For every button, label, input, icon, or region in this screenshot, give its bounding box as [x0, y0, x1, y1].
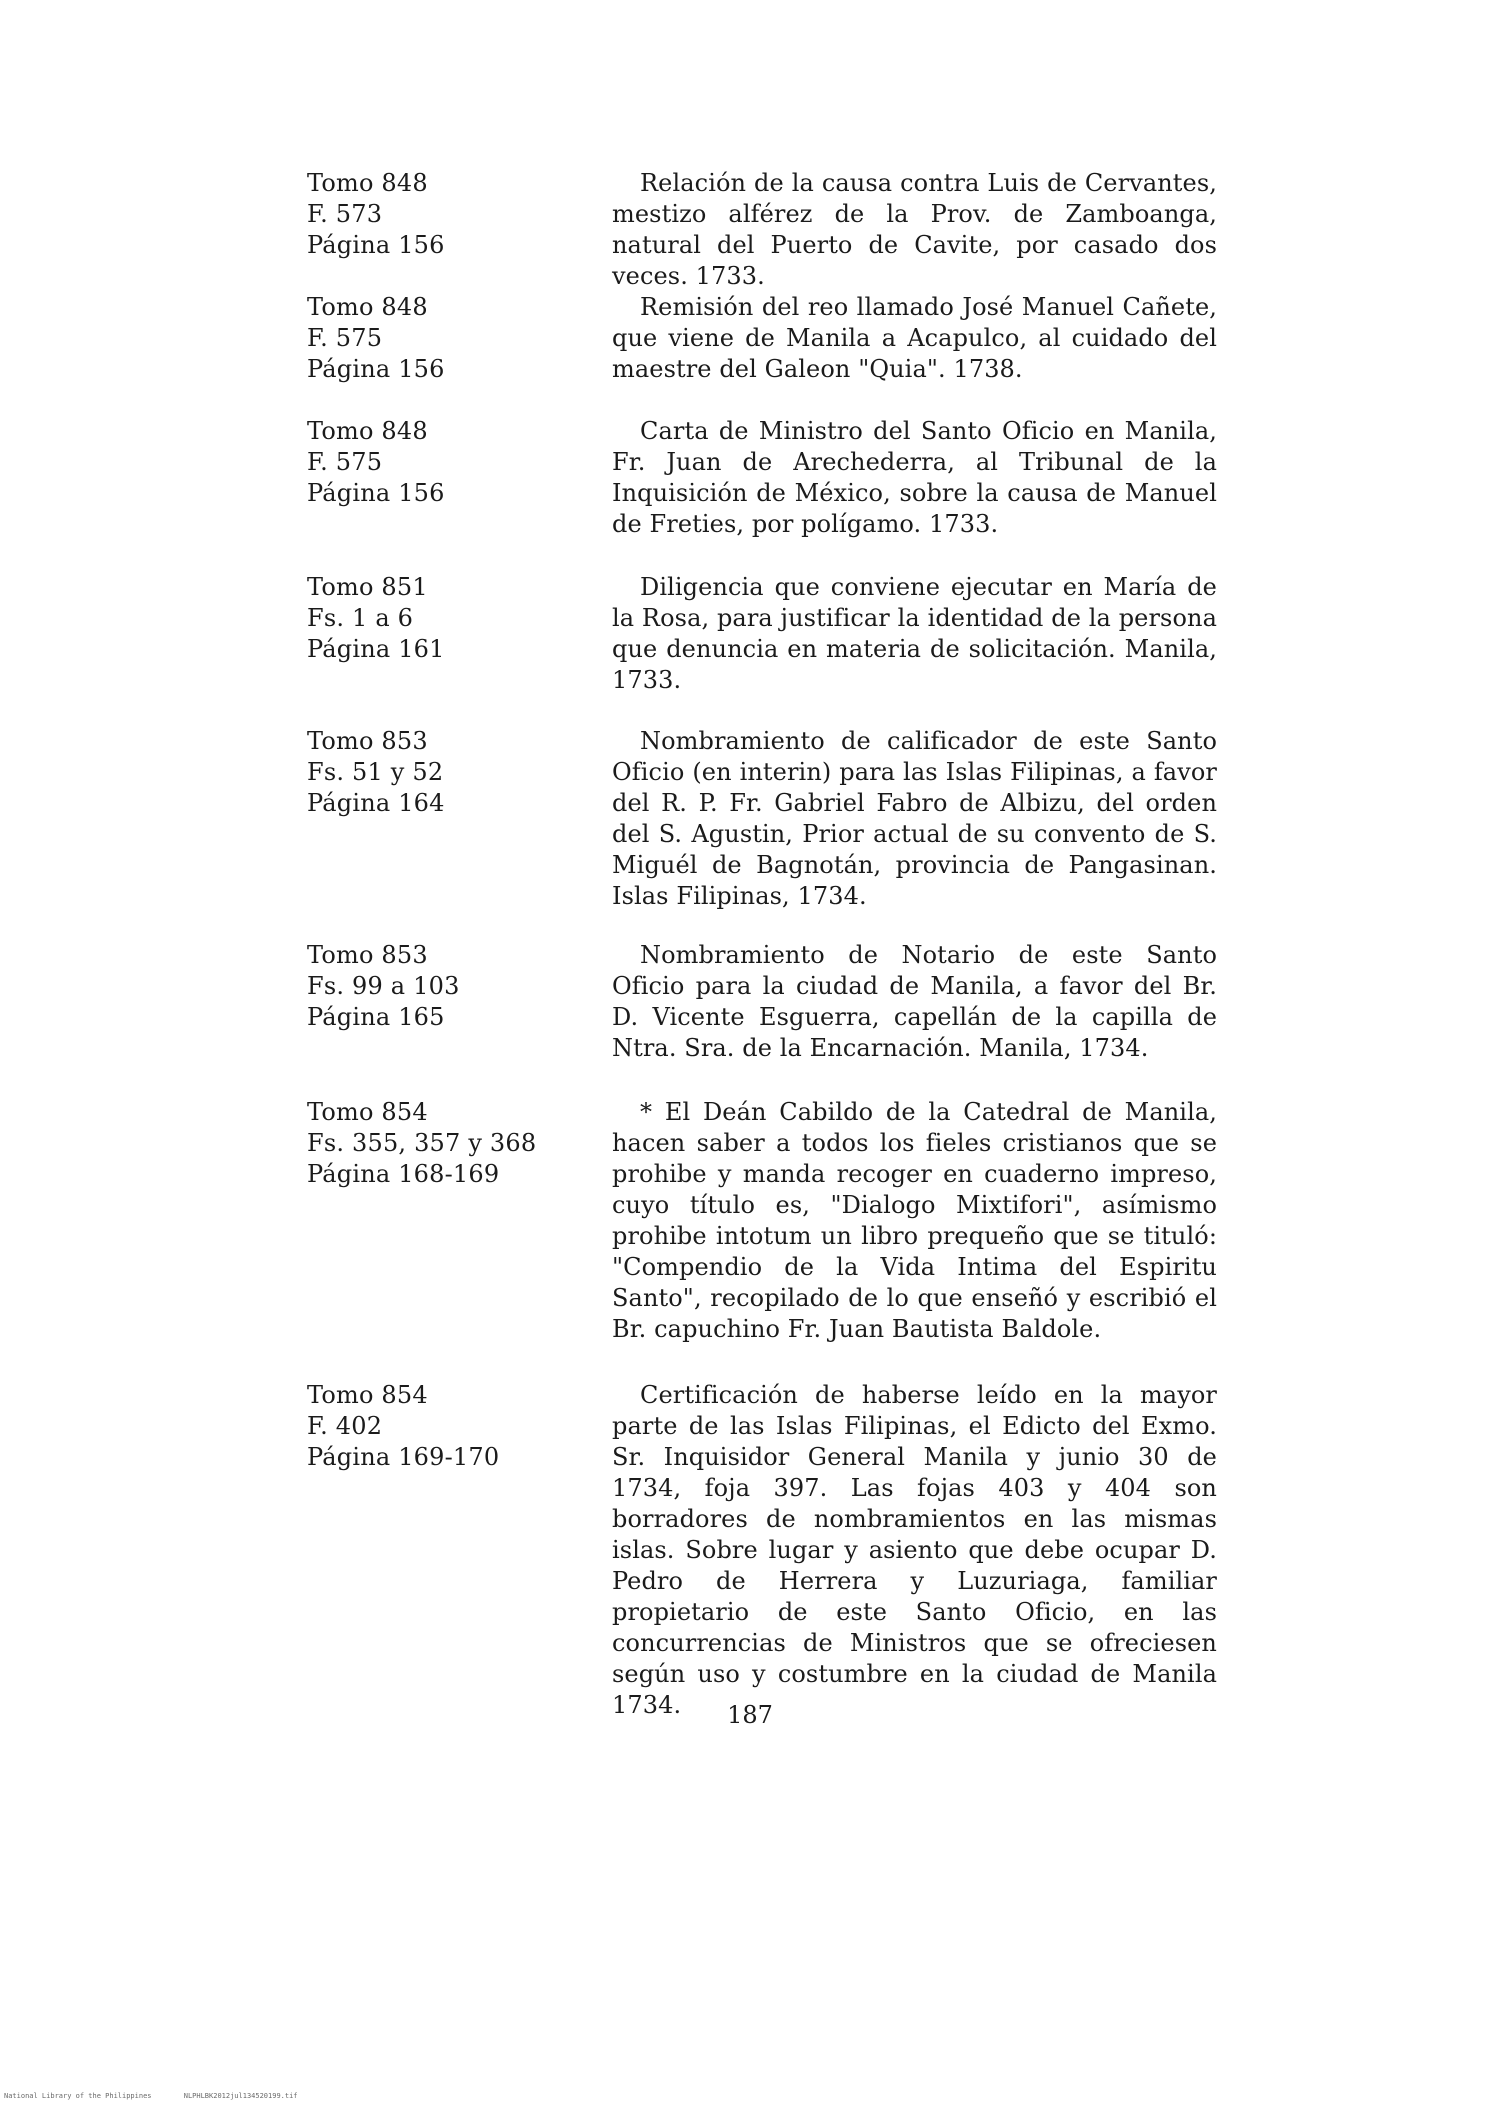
entry-description: Relación de la causa contra Luis de Cervantes, mestizo alférez de la Prov. de Zamboanga, natural del Puerto de Cavite, por casado dos veces. 1733.: [612, 169, 1217, 290]
entry-description: Nombramiento de Notario de este Santo Oficio para la ciudad de Manila, a favor del Br. D. Vicente Esguerra, capellán de la capilla de Ntra. Sra. de la Encarnación. Manila, 1734.: [612, 941, 1217, 1062]
folio-label: F. 575: [307, 324, 383, 352]
entry-reference: [307, 1380, 607, 1473]
pagina-label: Página 161: [307, 635, 445, 663]
entry-description: Certificación de haberse leído en la mayor parte de las Islas Filipinas, el Edicto del Exmo. Sr. Inquisidor General Manila y junio 30 de 1734, foja 397. Las fojas 403 y 404 son borradores de nombramientos en las mismas islas. Sobre lugar y asiento que debe ocupar D. Pedro de Herrera y Luzuriaga, familiar propietario de este Santo Oficio, en las concurrencias de Ministros que se ofreciesen según uso y costumbre en la ciudad de Manila 1734.: [612, 1381, 1217, 1719]
tomo-label: Tomo 851: [307, 573, 428, 601]
pagina-label: Página 156: [307, 355, 445, 383]
tomo-label: Tomo 854: [307, 1098, 428, 1126]
footer-file-id: NLPHLBK2012jul134520199.tif: [183, 2092, 298, 2100]
tomo-label: Tomo 853: [307, 727, 428, 755]
folio-label: Fs. 51 y 52: [307, 758, 444, 786]
folio-label: Fs. 99 a 103: [307, 972, 460, 1000]
pagina-label: Página 156: [307, 231, 445, 259]
entry-reference: [307, 292, 607, 385]
pagina-label: Página 168-169: [307, 1160, 500, 1188]
entry-reference: [307, 940, 607, 1033]
folio-label: Fs. 355, 357 y 368: [307, 1129, 537, 1157]
entry-description: Remisión del reo llamado José Manuel Cañete, que viene de Manila a Acapulco, al cuidado del maestre del Galeon "Quia". 1738.: [612, 293, 1217, 383]
entry-description: Nombramiento de calificador de este Santo Oficio (en interin) para las Islas Filipinas, a favor del R. P. Fr. Gabriel Fabro de Albizu, del orden del S. Agustin, Prior actual de su convento de S. Miguél de Bagnotán, provincia de Pangasinan. Islas Filipinas, 1734.: [612, 727, 1217, 910]
folio-label: Fs. 1 a 6: [307, 604, 414, 632]
scan-footer: [4, 2092, 326, 2100]
tomo-label: Tomo 854: [307, 1381, 428, 1409]
entry-reference: [307, 1097, 607, 1190]
entry-reference: [307, 168, 607, 261]
folio-label: F. 402: [307, 1412, 383, 1440]
entry-description: * El Deán Cabildo de la Catedral de Manila, hacen saber a todos los fieles cristianos que se prohibe y manda recoger en cuaderno impreso, cuyo título es, "Dialogo Mixtifori", asímismo prohibe intotum un libro prequeño que se tituló: "Compendio de la Vida Intima del Espiritu Santo", recopilado de lo que enseñó y escribió el Br. capuchino Fr. Juan Bautista Baldole.: [612, 1098, 1217, 1343]
tomo-label: Tomo 848: [307, 169, 428, 197]
pagina-label: Página 169-170: [307, 1443, 500, 1471]
pagina-label: Página 164: [307, 789, 445, 817]
entry-description: Carta de Ministro del Santo Oficio en Manila, Fr. Juan de Arechederra, al Tribunal de la Inquisición de México, sobre la causa de Manuel de Freties, por polígamo. 1733.: [612, 417, 1217, 538]
pagina-label: Página 165: [307, 1003, 445, 1031]
tomo-label: Tomo 848: [307, 417, 428, 445]
page-number: 187: [727, 1701, 773, 1729]
tomo-label: Tomo 853: [307, 941, 428, 969]
footer-library: National Library of the Philippines: [4, 2092, 152, 2100]
entry-reference: [307, 416, 607, 509]
entry-description: Diligencia que conviene ejecutar en María de la Rosa, para justificar la identidad de la persona que denuncia en materia de solicitación. Manila, 1733.: [612, 573, 1217, 694]
entry-reference: [307, 726, 607, 819]
entry-reference: [307, 572, 607, 665]
tomo-label: Tomo 848: [307, 293, 428, 321]
folio-label: F. 575: [307, 448, 383, 476]
pagina-label: Página 156: [307, 479, 445, 507]
folio-label: F. 573: [307, 200, 383, 228]
